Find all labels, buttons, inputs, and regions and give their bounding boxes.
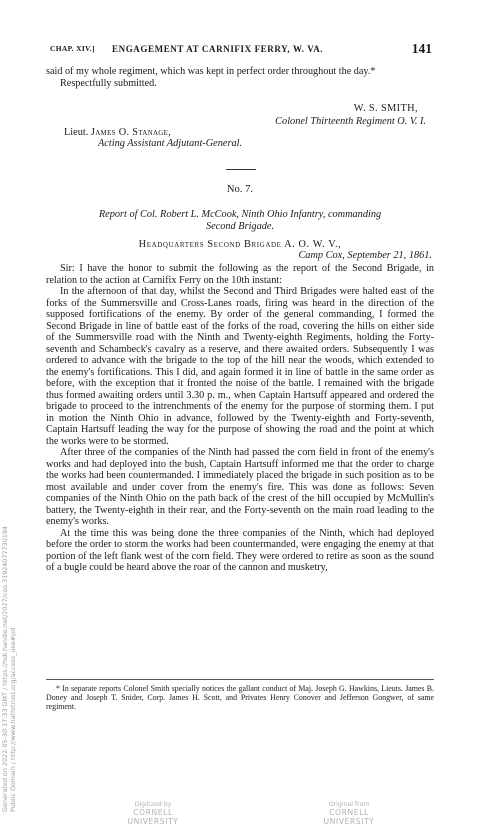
report-body [46, 263, 434, 574]
footnote-text: * In separate reports Colonel Smith specially notices the gallant conduct of Maj. Joseph G. Hawkins, Lieuts. James B. Doney and Joseph T. Snider, Corp. James H. Scott, and Privates Henry Conover and Jefferson Gongwer, of same regiment. [46, 684, 434, 712]
side-watermark-line2: Public Domain / http://www.hathitrust.org/access_use#pd [8, 627, 17, 812]
footnote [46, 684, 434, 712]
signer-name: W. S. SMITH, [353, 103, 418, 114]
original-from-mark [304, 801, 394, 826]
running-title: ENGAGEMENT AT CARNIFIX FERRY, W. VA. [112, 44, 324, 54]
place-date-line: Camp Cox, September 21, 1861. [298, 250, 432, 261]
side-watermark-line1: Generated on 2022-05-30 17:33 GMT / https://hdl.handle.net/2027/coo.31924077730194 [1, 526, 9, 812]
body-paragraph: At the time this was being done the three companies of the Ninth, which had deployed before the order to storm the works had been countermanded, were engaging the enemy at that portion of the left flank west of the corn field. They were ordered to retire as soon as the sound of a bugle could be heard above the roar of the cannon and musketry, [46, 527, 434, 573]
addressee-rank: Lieut. [64, 127, 89, 138]
report-heading-line1: Report of Col. Robert L. McCook, Ninth Ohio Infantry, commanding [98, 209, 382, 220]
report-heading-line2: Second Brigade. [205, 220, 275, 232]
body-paragraph: After three of the companies of the Ninth had passed the corn field in front of the enemy's works and had deployed into the bush, Captain Hartsuff informed me that the order to charge the works had been countermanded. I immediately placed the brigade in such position as to be most available and under cover from the enemy's fire. This was done as follows: Seven companies of the Ninth Ohio on the path back of the crest of the hill occupied by McMullin's battery, the Twenty-eighth in their rear, and the Forty-seventh on the main road leading to the enemy's works. [46, 447, 434, 527]
report-number: No. 7. [226, 184, 254, 195]
digitized-by-mark [108, 801, 198, 826]
chapter-marker: CHAP. XIV.] [50, 44, 95, 53]
addressee-title: Acting Assistant Adjutant-General. [98, 138, 243, 149]
original-from: CORNELL UNIVERSITY [323, 808, 375, 826]
previous-report-closing [46, 66, 434, 89]
running-header [46, 41, 434, 58]
digitized-label: Digitized by [134, 801, 172, 808]
report-heading [52, 209, 428, 232]
paragraph-text: I have the honor to submit the following as the report of the Second Brigade, in relation to the action at Carnifix Ferry on the 10th instant: [46, 263, 435, 286]
page-number: 141 [411, 41, 432, 56]
digitized-by: CORNELL UNIVERSITY [127, 808, 179, 826]
body-paragraph [46, 263, 434, 286]
headquarters-line: Headquarters Second Brigade A. O. W. V., [138, 239, 342, 250]
respectfully-submitted: Respectfully submitted. [60, 77, 157, 89]
side-watermark [2, 526, 17, 812]
signer-title: Colonel Thirteenth Regiment O. V. I. [275, 116, 426, 127]
footnote-divider [46, 679, 434, 680]
salutation: Sir: [60, 263, 75, 274]
addressee-name: James O. Stanage, [90, 127, 172, 138]
addressee [64, 127, 171, 138]
body-paragraph: In the afternoon of that day, whilst the Second and Third Brigades were halted east of the forks of the Summersville and Cross-Lanes roads, firing was heard in the direction of the supposed fortifications of the enemy. By order of the general commanding, I formed the Second Brigade in line of battle east of the forks of the road, covering the hills on either side of the Summersville road with the Ninth and Twenty-eighth Regiments, holding the Forty-seventh and Schambeck's cavalry as a reserve, and there awaited orders. Subsequently I was ordered to advance with the brigade to the top of the hill near the woods, which extended to the enemy's fortifications. This I did, and again formed it in line of battle in the same order as before, with the exception that it fronted the noise of the battle. I remained with the brigade thus formed awaiting orders until 3.30 p. m., when Captain Hartsuff appeared and ordered the brigade to proceed to the intrenchments of the enemy for the purpose of storming them. I put in motion the Ninth Ohio in advance, followed by the Twenty-eighth and Forty-seventh, Captain Hartsuff leading the way for the purpose of showing the road and the point at which the works were to be stormed. [46, 286, 434, 447]
original-label: Original from [328, 801, 370, 808]
closing-paragraph: said of my whole regiment, which was kept in perfect order throughout the day.* [46, 66, 376, 77]
section-divider [226, 169, 256, 170]
